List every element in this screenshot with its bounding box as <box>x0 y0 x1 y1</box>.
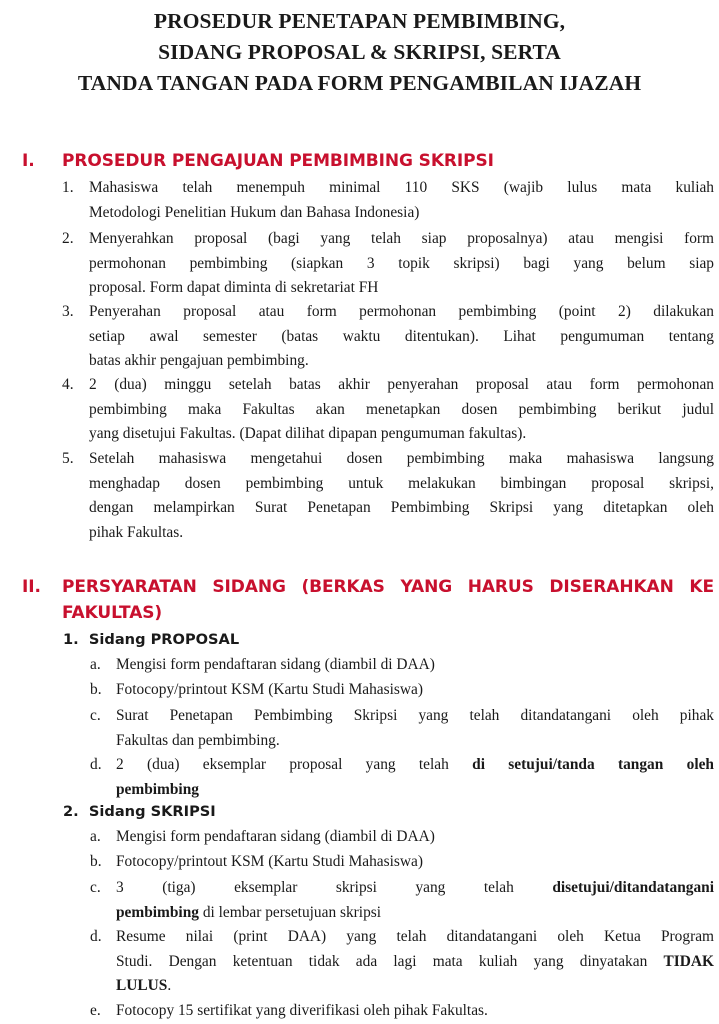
item-line: Resume nilai (print DAA) yang telah ditandatangani oleh Ketua Program <box>116 928 714 945</box>
item-text-bold: pembimbing <box>116 903 199 921</box>
item-line: yang disetujui Fakultas. (Dapat dilihat dipapan pengumuman fakultas). <box>89 425 527 443</box>
item-letter: b. <box>90 853 102 870</box>
item-letter: c. <box>90 707 101 724</box>
item-number: 3. <box>62 303 74 320</box>
subsection-number: 1. <box>63 631 79 648</box>
item-line: Menyerahkan proposal (bagi yang telah siap proposalnya) atau mengisi form <box>89 230 714 247</box>
item-text-bold: LULUS <box>116 977 168 995</box>
item-text: 3 (tiga) eksemplar skripsi yang telah <box>116 879 553 896</box>
item-line <box>116 778 714 803</box>
item-line: Metodologi Penelitian Hukum dan Bahasa Indonesia) <box>89 203 420 221</box>
item-line <box>116 974 714 999</box>
item-number: 5. <box>62 450 74 467</box>
item-line <box>116 950 714 975</box>
title-line-2: SIDANG PROPOSAL & SKRIPSI, SERTA <box>158 40 561 64</box>
item-text: . <box>167 977 172 995</box>
item-line: batas akhir pengajuan pembimbing. <box>89 352 309 370</box>
section-1-number: I. <box>22 151 35 171</box>
item-line <box>116 876 714 901</box>
item-line: pihak Fakultas. <box>89 523 184 541</box>
item-text: di lembar persetujuan skripsi <box>198 903 382 921</box>
item-line: Mahasiswa telah menempuh minimal 110 SKS (wajib lulus mata kuliah <box>89 179 714 196</box>
item-text: 2 (dua) eksemplar proposal yang telah <box>116 756 473 773</box>
item-line: Setelah mahasiswa mengetahui dosen pembimbing maka mahasiswa langsung <box>89 450 714 467</box>
item-line: Fotocopy/printout KSM (Kartu Studi Mahasiswa) <box>116 853 423 870</box>
item-text-bold: TIDAK <box>663 952 714 970</box>
item-line: Fakultas dan pembimbing. <box>116 731 280 749</box>
subsection-number: 2. <box>63 803 79 820</box>
section-2-heading-line-1: PERSYARATAN SIDANG (BERKAS YANG HARUS DISERAHKAN KE <box>62 577 714 597</box>
item-text-bold: di setujui/tanda tangan oleh <box>472 756 714 773</box>
document-title <box>0 6 719 99</box>
item-line: dengan melampirkan Surat Penetapan Pembimbing Skripsi yang ditetapkan oleh <box>89 499 714 517</box>
subsection-label-bold: PROPOSAL <box>150 631 240 648</box>
item-line <box>116 753 714 778</box>
item-number: 4. <box>62 376 74 393</box>
subsection-label: Sidang <box>88 631 151 648</box>
item-text-bold: pembimbing <box>116 780 199 798</box>
item-line: pembimbing maka Fakultas akan menetapkan dosen pembimbing berikut judul <box>89 400 714 418</box>
subsection-proposal-heading <box>63 628 239 653</box>
item-line: menghadap dosen pembimbing untuk melakukan bimbingan proposal skripsi, <box>89 474 714 492</box>
item-text: Studi. Dengan ketentuan tidak ada lagi mata kuliah yang dinyatakan <box>116 952 664 970</box>
section-1-heading: PROSEDUR PENGAJUAN PEMBIMBING SKRIPSI <box>62 151 494 171</box>
subsection-label: Sidang <box>88 803 151 820</box>
subsection-label-bold: SKRIPSI <box>150 803 216 820</box>
item-letter: b. <box>90 681 102 698</box>
item-letter: c. <box>90 879 101 896</box>
item-line: 2 (dua) minggu setelah batas akhir penyerahan proposal atau form permohonan <box>89 376 714 393</box>
item-number: 1. <box>62 179 74 196</box>
item-line: Surat Penetapan Pembimbing Skripsi yang telah ditandatangani oleh pihak <box>116 707 714 724</box>
title-line-1: PROSEDUR PENETAPAN PEMBIMBING, <box>153 9 566 33</box>
item-number: 2. <box>62 230 74 247</box>
item-letter: d. <box>90 928 102 945</box>
item-line: Fotocopy 15 sertifikat yang diverifikasi oleh pihak Fakultas. <box>116 1002 488 1019</box>
section-2-heading <box>62 574 714 626</box>
item-line <box>116 901 714 926</box>
item-line: permohonan pembimbing (siapkan 3 topik skripsi) bagi yang belum siap <box>89 254 714 272</box>
item-line: proposal. Form dapat diminta di sekretariat FH <box>89 279 379 297</box>
item-letter: a. <box>90 656 101 673</box>
subsection-skripsi-heading <box>63 800 216 825</box>
item-line: Fotocopy/printout KSM (Kartu Studi Mahasiswa) <box>116 681 423 698</box>
item-line: Mengisi form pendaftaran sidang (diambil di DAA) <box>116 828 435 845</box>
item-letter: d. <box>90 756 102 773</box>
section-2-number: II. <box>22 577 41 597</box>
item-text-bold: disetujui/ditandatangani <box>552 879 714 896</box>
item-line: setiap awal semester (batas waktu ditentukan). Lihat pengumuman tentang <box>89 327 714 345</box>
item-line: Penyerahan proposal atau form permohonan pembimbing (point 2) dilakukan <box>89 303 714 320</box>
item-letter: e. <box>90 1002 101 1019</box>
item-letter: a. <box>90 828 101 845</box>
title-line-3: TANDA TANGAN PADA FORM PENGAMBILAN IJAZAH <box>77 71 642 95</box>
item-line: Mengisi form pendaftaran sidang (diambil di DAA) <box>116 656 435 673</box>
section-2-heading-line-2: FAKULTAS) <box>62 603 163 623</box>
